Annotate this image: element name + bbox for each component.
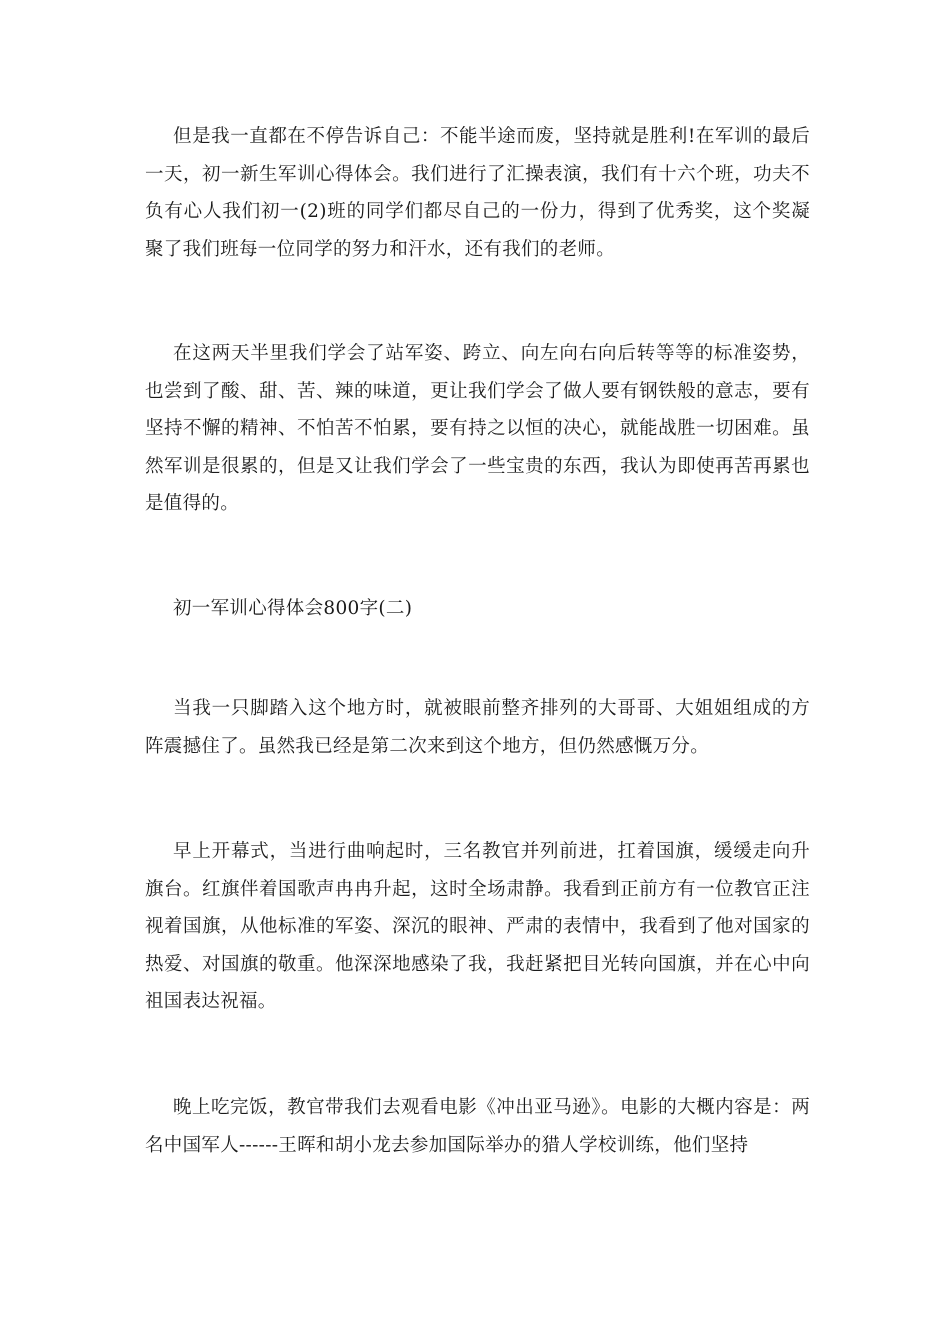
paragraph-lessons-learned: 在这两天半里我们学会了站军姿、跨立、向左向右向后转等等的标准姿势，也尝到了酸、甜、苦、辣的味道，更让我们学会了做人要有钢铁般的意志，要有坚持不懈的精神、不怕苦不怕累，要有持之以恒的决心，就能战胜一切困难。虽然军训是很累的，但是又让我们学会了一些宝贵的东西，我认为即使再苦再累也是值得的。 — [145, 343, 810, 514]
paragraph-arrival: 当我一只脚踏入这个地方时，就被眼前整齐排列的大哥哥、大姐姐组成的方阵震撼住了。虽然我已经是第二次来到这个地方，但仍然感慨万分。 — [145, 698, 810, 757]
paragraph-opening-ceremony: 早上开幕式，当进行曲响起时，三名教官并列前进，扛着国旗，缓缓走向升旗台。红旗伴着国歌声冉冉升起，这时全场肃静。我看到正前方有一位教官正注视着国旗，从他标准的军姿、深沉的眼神、严肃的表情中，我看到了他对国家的热爱、对国旗的敬重。他深深地感染了我，我赶紧把目光转向国旗，并在心中向祖国表达祝福。 — [145, 841, 810, 1012]
paragraph-movie-night: 晚上吃完饭，教官带我们去观看电影《冲出亚马逊》。电影的大概内容是：两名中国军人------王晖和胡小龙去参加国际举办的猎人学校训练，他们坚持 — [145, 1097, 810, 1156]
paragraph-perseverance: 但是我一直都在不停告诉自己：不能半途而废，坚持就是胜利!在军训的最后一天，初一新生军训心得体会。我们进行了汇操表演，我们有十六个班，功夫不负有心人我们初一(2)班的同学们都尽自己的一份力，得到了优秀奖，这个奖凝聚了我们班每一位同学的努力和汗水，还有我们的老师。 — [145, 126, 810, 260]
section-heading: 初一军训心得体会800字(二) — [173, 598, 413, 619]
